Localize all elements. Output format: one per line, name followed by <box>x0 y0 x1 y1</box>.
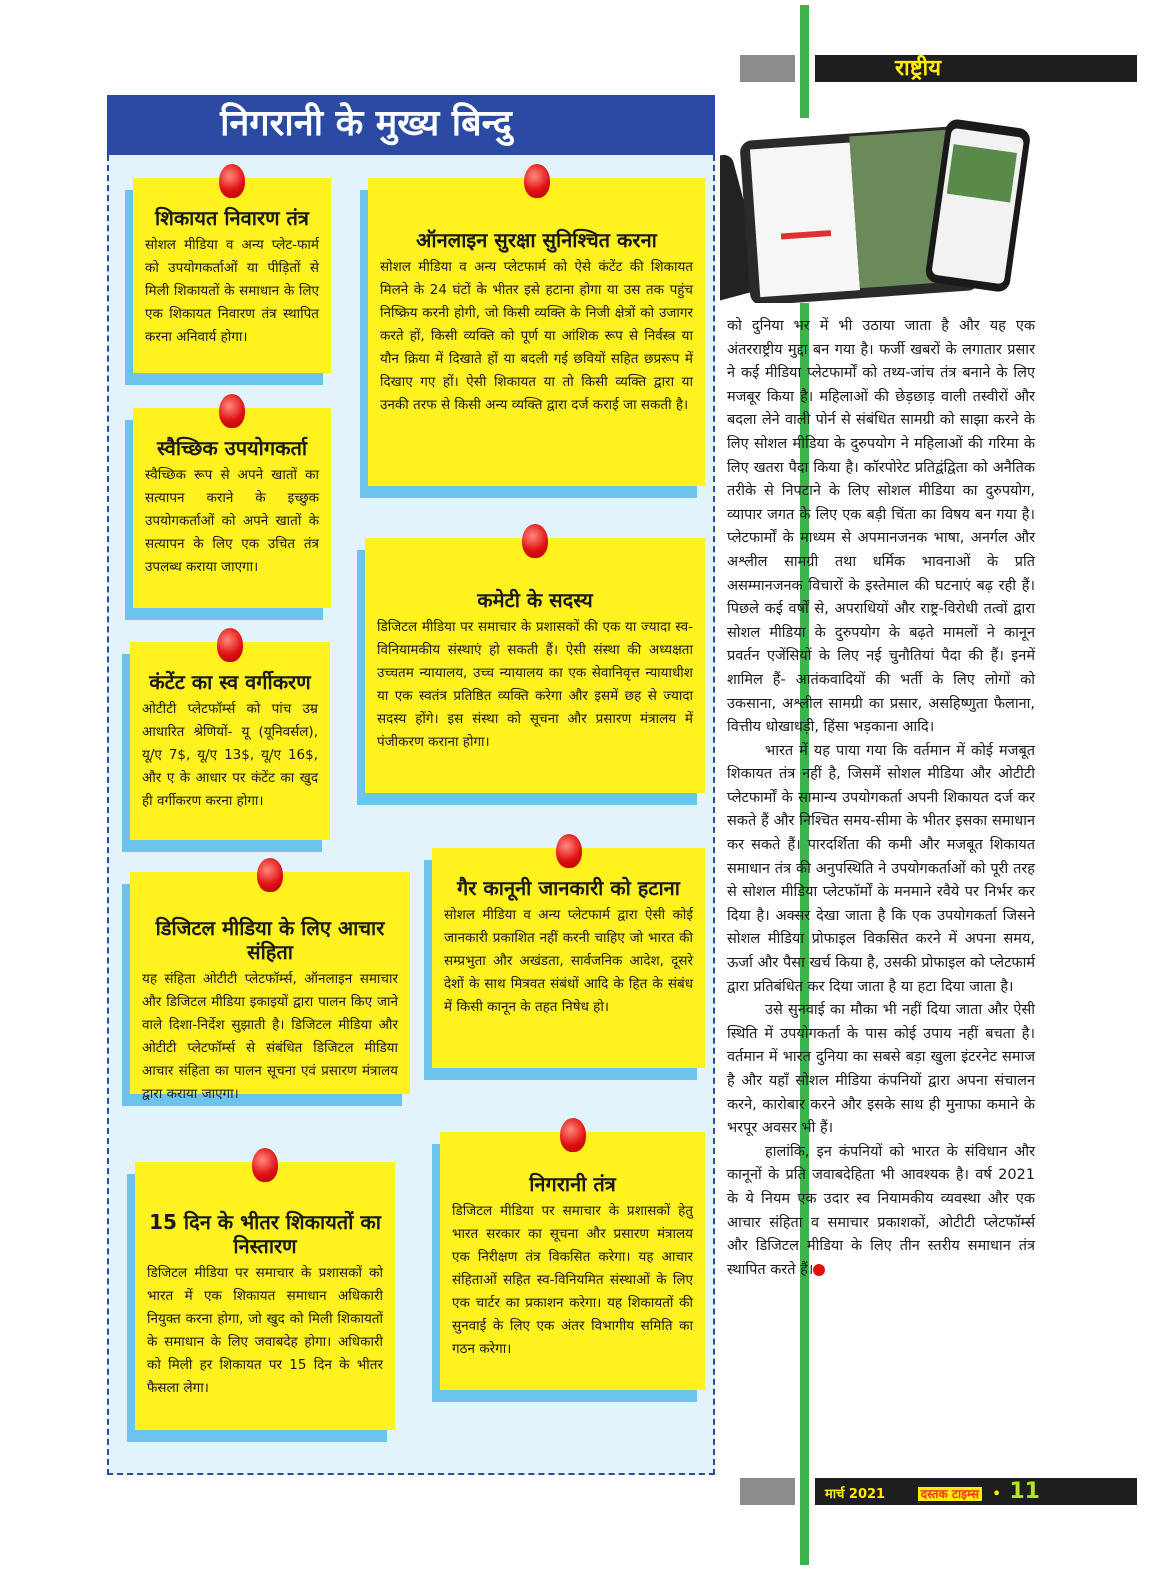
note-title: कमेटी के सदस्य <box>477 588 593 612</box>
note-body: सोशल मीडिया व अन्य प्लेटफार्म द्वारा ऐसी कोई जानकारी प्रकाशित नहीं करनी चाहिए जो भारत की सम्प्रभुता और अखंडता, सार्वजनिक आदेश, दूसरे देशों के साथ मित्रवत संबंधों आदि के हित के संबंध में किसी कानून के तहत निषेध हो। <box>444 907 693 1015</box>
note-self-classification <box>130 642 330 840</box>
note-body: सोशल मीडिया व अन्य प्लेटफार्म को ऐसे कंटेंट की शिकायत मिलने के 24 घंटों के भीतर इसे हटाना होगा या उस तक पहुंच निष्क्रिय करनी होगी, जो किसी व्यक्ति के निजी क्षेत्रों को उजागर करते हों, किसी व्यक्ति को पूर्ण या आंशिक रूप से निर्वस्त्र या यौन क्रिया में दिखाते हों या बदली गई छवियों सहित छप्ररूप में दिखाए गए हों। ऐसी शिकायत या तो किसी व्यक्ति द्वारा या उनकी तरफ से किसी अन्य व्यक्ति द्वारा दर्ज कराई जा सकती है। <box>380 259 693 413</box>
article-body <box>727 315 1035 1282</box>
note-title: डिजिटल मीडिया के लिए आचार संहिता <box>155 916 385 964</box>
pushpin-icon <box>252 1148 278 1182</box>
note-monitoring <box>440 1132 705 1390</box>
pushpin-icon <box>522 524 548 558</box>
note-body: ओटीटी प्लेटफॉर्म्स को पांच उम्र आधारित श्रेणियों- यू (यूनिवर्सल), यू/ए 7$, यू/ए 13$, यू/ए 16$, और ए के आधार पर कंटेंट का खुद ही वर्गीकरण करना होगा। <box>142 701 318 809</box>
gray-block <box>740 55 795 82</box>
note-title: ऑनलाइन सुरक्षा सुनिश्चित करना <box>416 228 657 252</box>
pushpin-icon <box>560 1118 586 1152</box>
footer-bar <box>815 1478 1137 1505</box>
note-online-safety <box>368 178 705 486</box>
issue-date: मार्च 2021 <box>825 1487 886 1502</box>
note-body: डिजिटल मीडिया पर समाचार के प्रशासकों हेतु भारत सरकार का सूचना और प्रसारण मंत्रालय एक निरीक्षण तंत्र विकसित करेगा। यह आचार संहिताओं सहित स्व-विनियमित संस्थाओं के लिए एक चार्टर का प्रकाशन करेगा। यह शिकायतों की सुनवाई के लिए एक अंतर विभागीय समिति का गठन करेगा। <box>452 1203 693 1357</box>
pushpin-icon <box>556 834 582 868</box>
note-body: स्वैच्छिक रूप से अपने खातों का सत्यापन कराने के इच्छुक उपयोगकर्ताओं को अपने खातों के सत्यापन के लिए एक उचित तंत्र उपलब्ध कराया जाएगा। <box>145 467 319 575</box>
note-title: शिकायत निवारण तंत्र <box>155 206 309 230</box>
note-voluntary-users <box>133 408 331 608</box>
note-committee <box>365 538 705 793</box>
devices-photo <box>720 118 1038 303</box>
devices-illustration <box>720 118 1038 303</box>
footer-gray-block <box>740 1478 795 1505</box>
pushpin-icon <box>524 164 550 198</box>
article-paragraph: को दुनिया भर में भी उठाया जाता है और यह एक अंतरराष्ट्रीय मुद्दा बन गया है। फर्जी खबरों के लगातार प्रसार ने कई मीडिया प्लेटफार्मों को तथ्य-जांच तंत्र बनाने के लिए मजबूर किया है। महिलाओं की छेड़छाड़ वाली तस्वीरों और बदला लेने वाली पोर्न से संबंधित सामग्री को साझा करने के लिए सोशल मीडिया के दुरुपयोग ने महिलाओं की गरिमा के लिए खतरा पैदा किया है। कॉरपोरेट प्रतिद्वंद्विता को अनैतिक तरीके से निपटाने के लिए सोशल मीडिया का दुरुपयोग, व्यापार जगत के लिए एक बड़ी चिंता का विषय बन गया है। प्लेटफार्मों के माध्यम से अपमानजनक भाषा, अनर्गल और अश्लील सामग्री तथा धर्मिक भावनाओं के प्रति असम्मानजनक विचारों के इस्तेमाल की घटनाएं बढ़ रही हैं। पिछले कई वर्षों से, अपराधियों और राष्ट्र-विरोधी तत्वों द्वारा सोशल मीडिया के दुरुपयोग के बढ़ते मामलों ने कानून प्रवर्तन एजेंसियों के लिए नई चुनौतियां पैदा की हैं। इनमें शामिल हैं- आतंकवादियों की भर्ती के लिए लोगों को उकसाना, अश्लील सामग्री का प्रसार, असहिष्णुता फैलाना, वित्तीय धोखाधड़ी, हिंसा भड़काना आदि। <box>727 318 1035 736</box>
note-body: यह संहिता ओटीटी प्लेटफॉर्म्स, ऑनलाइन समाचार और डिजिटल मीडिया इकाइयों द्वारा पालन किए जाने वाले दिशा-निर्देश सुझाती है। डिजिटल मीडिया और ओटीटी प्लेटफॉर्म्स से संबंधित डिजिटल मीडिया आचार संहिता का पालन सूचना एवं प्रसारण मंत्रालय द्वारा कराया जाएगा। <box>142 971 398 1102</box>
article-paragraph: उसे सुनवाई का मौका भी नहीं दिया जाता और ऐसी स्थिति में उपयोगकर्ता के पास कोई उपाय नहीं बचता है। वर्तमान में भारत दुनिया का सबसे बड़ा खुला इंटरनेट समाज है और यहाँ सोशल मीडिया कंपनियों द्वारा अपना संचालन करने, कारोबार करने और इसके साथ ही मुनाफा कमाने के भरपूर अवसर भी हैं। <box>727 1002 1035 1137</box>
note-title: गैर कानूनी जानकारी को हटाना <box>457 876 680 900</box>
note-title: 15 दिन के भीतर शिकायतों का निस्तारण <box>149 1210 381 1258</box>
section-label: राष्ट्रीय <box>815 55 1137 82</box>
note-title: कंटेंट का स्व वर्गीकरण <box>149 670 311 694</box>
note-illegal-info <box>432 848 705 1068</box>
bullet: • <box>992 1487 1001 1502</box>
note-grievance <box>133 178 331 373</box>
note-title: निगरानी तंत्र <box>529 1172 616 1196</box>
pushpin-icon <box>219 394 245 428</box>
note-body: डिजिटल मीडिया पर समाचार के प्रशासकों की एक या ज्यादा स्व-विनियामकीय संस्थाएं हो सकती हैं। ऐसी संस्था की अध्यक्षता उच्चतम न्यायालय, उच्च न्यायालय का एक सेवानिवृत्त न्यायाधीश या एक स्वतंत्र प्रतिष्ठित व्यक्ति करेगा और इसमें छह से ज्यादा सदस्य होंगे। इस संस्था को सूचना और प्रसारण मंत्रालय में पंजीकरण कराना होगा। <box>377 619 693 750</box>
note-body: सोशल मीडिया व अन्य प्लेट-फार्म को उपयोगकर्ताओं या पीड़ितों से मिली शिकायतों के समाधान के लिए एक शिकायत निवारण तंत्र स्थापित करना अनिवार्य होगा। <box>145 237 319 345</box>
end-dot-icon <box>813 1264 825 1276</box>
page-title: निगरानी के मुख्य बिन्दु <box>107 95 715 155</box>
pushpin-icon <box>257 858 283 892</box>
page-number: 11 <box>1009 1479 1040 1504</box>
pushpin-icon <box>219 164 245 198</box>
article-paragraph <box>727 1141 1035 1283</box>
magazine-logo: दस्तक टाइम्स <box>918 1487 982 1501</box>
article-paragraph: भारत में यह पाया गया कि वर्तमान में कोई मजबूत शिकायत तंत्र नहीं है, जिसमें सोशल मीडिया और ओटीटी प्लेटफार्मों के सामान्य उपयोगकर्ता अपनी शिकायत दर्ज कर सकते हैं और निश्चित समय-सीमा के भीतर इसका समाधान कर सकते हैं। पारदर्शिता की कमी और मजबूत शिकायत समाधान तंत्र की अनुपस्थिति ने उपयोगकर्ताओं को पूरी तरह से सोशल मीडिया प्लेटफॉर्मों के मनमाने रवैये पर निर्भर कर दिया है। अक्सर देखा जाता है कि एक उपयोगकर्ता जिसने सोशल मीडिया प्रोफाइल विकसित करने में अपना समय, ऊर्जा और पैसा खर्च किया है, उसकी प्रोफाइल को प्लेटफार्म द्वारा प्रतिबंधित कर दिया जाता है या हटा दिया जाता है। <box>727 742 1035 995</box>
note-title: स्वैच्छिक उपयोगकर्ता <box>156 436 308 460</box>
note-body: डिजिटल मीडिया पर समाचार के प्रशासकों को भारत में एक शिकायत समाधान अधिकारी नियुक्त करना होगा, जो खुद को मिली शिकायतों के समाधान के लिए जवाबदेह होगा। अधिकारी को मिली हर शिकायत पर 15 दिन के भीतर फैसला लेगा। <box>147 1265 383 1396</box>
pushpin-icon <box>217 628 243 662</box>
article-paragraph-text: हालांकि, इन कंपनियों को भारत के संविधान और कानूनों के प्रति जवाबदेहिता भी आवश्यक है। वर्ष 2021 के ये नियम एक उदार स्व नियामकीय व्यवस्था और एक आचार संहिता व समाचार प्रकाशकों, ओटीटी प्लेटफॉर्म्स और डिजिटल मीडिया के लिए तीन स्तरीय समाधान तंत्र स्थापित करते हैं। <box>727 1143 1035 1278</box>
note-15-days <box>135 1162 395 1430</box>
note-code-of-conduct <box>130 872 410 1102</box>
